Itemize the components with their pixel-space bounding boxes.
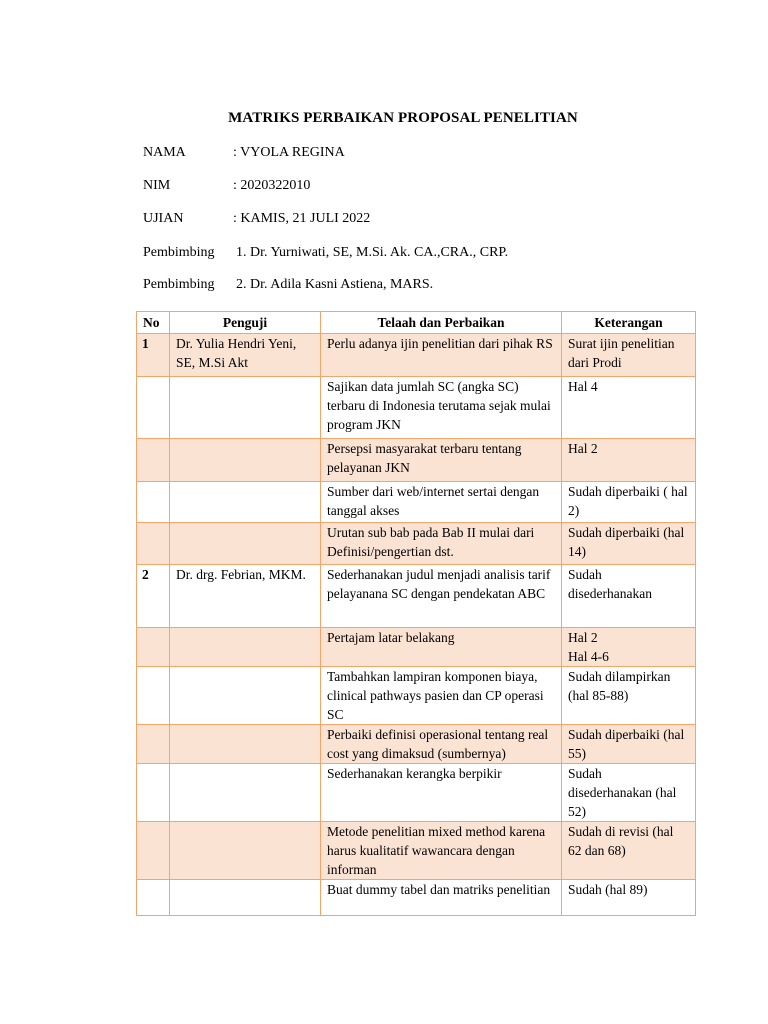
table-row	[137, 565, 696, 628]
cell-no	[137, 482, 170, 523]
table-row	[137, 377, 696, 439]
info-row-nama	[143, 145, 345, 161]
cell-telaah: Perlu adanya ijin penelitian dari pihak RS	[321, 334, 562, 377]
cell-keterangan: Sudah disederhanakan	[562, 565, 696, 628]
info-value: : VYOLA REGINA	[233, 145, 345, 160]
table-row	[137, 628, 696, 667]
cell-telaah: Perbaiki definisi operasional tentang real cost yang dimaksud (sumbernya)	[321, 725, 562, 764]
info-row-pembimbing-2	[143, 277, 433, 293]
info-label: Pembimbing	[143, 245, 215, 260]
header-telaah: Telaah dan Perbaikan	[321, 312, 562, 334]
cell-no	[137, 822, 170, 880]
table-row	[137, 880, 696, 916]
cell-penguji	[170, 439, 321, 482]
cell-keterangan: Hal 2	[562, 439, 696, 482]
cell-no	[137, 880, 170, 916]
info-label: NIM	[143, 178, 171, 193]
info-row-pembimbing-1	[143, 245, 508, 261]
table-row	[137, 667, 696, 725]
info-value: 2. Dr. Adila Kasni Astiena, MARS.	[236, 277, 434, 292]
cell-keterangan: Sudah (hal 89)	[562, 880, 696, 916]
cell-keterangan: Sudah diperbaiki ( hal 2)	[562, 482, 696, 523]
header-penguji: Penguji	[170, 312, 321, 334]
header-keterangan: Keterangan	[562, 312, 696, 334]
cell-telaah: Tambahkan lampiran komponen biaya, clinical pathways pasien dan CP operasi SC	[321, 667, 562, 725]
revision-matrix-table	[136, 311, 696, 916]
cell-keterangan: Sudah di revisi (hal 62 dan 68)	[562, 822, 696, 880]
header-no: No	[137, 312, 170, 334]
info-value: : 2020322010	[233, 178, 311, 193]
cell-penguji: Dr. Yulia Hendri Yeni, SE, M.Si Akt	[170, 334, 321, 377]
cell-telaah: Pertajam latar belakang	[321, 628, 562, 667]
cell-telaah: Urutan sub bab pada Bab II mulai dari Definisi/pengertian dst.	[321, 523, 562, 565]
cell-keterangan: Sudah dilampirkan (hal 85-88)	[562, 667, 696, 725]
cell-no	[137, 377, 170, 439]
cell-penguji	[170, 725, 321, 764]
cell-telaah: Sederhanakan kerangka berpikir	[321, 764, 562, 822]
cell-penguji	[170, 482, 321, 523]
cell-penguji	[170, 822, 321, 880]
cell-telaah: Persepsi masyarakat terbaru tentang pelayanan JKN	[321, 439, 562, 482]
cell-telaah: Buat dummy tabel dan matriks penelitian	[321, 880, 562, 916]
cell-penguji	[170, 628, 321, 667]
info-label: UJIAN	[143, 211, 184, 226]
cell-telaah: Metode penelitian mixed method karena harus kualitatif wawancara dengan informan	[321, 822, 562, 880]
cell-no: 1	[137, 334, 170, 377]
document-title: MATRIKS PERBAIKAN PROPOSAL PENELITIAN	[228, 110, 578, 126]
table-row	[137, 523, 696, 565]
cell-keterangan: Sudah disederhanakan (hal 52)	[562, 764, 696, 822]
cell-no	[137, 439, 170, 482]
cell-penguji	[170, 523, 321, 565]
cell-penguji: Dr. drg. Febrian, MKM.	[170, 565, 321, 628]
info-value: 1. Dr. Yurniwati, SE, M.Si. Ak. CA.,CRA., CRP.	[236, 245, 509, 260]
cell-penguji	[170, 377, 321, 439]
cell-keterangan: Sudah diperbaiki (hal 14)	[562, 523, 696, 565]
cell-no	[137, 628, 170, 667]
table-row	[137, 482, 696, 523]
cell-keterangan: Sudah diperbaiki (hal 55)	[562, 725, 696, 764]
table-row	[137, 822, 696, 880]
cell-keterangan: Hal 2 Hal 4-6	[562, 628, 696, 667]
cell-no	[137, 764, 170, 822]
cell-keterangan: Hal 4	[562, 377, 696, 439]
table-row	[137, 725, 696, 764]
cell-no	[137, 523, 170, 565]
table-row	[137, 334, 696, 377]
cell-penguji	[170, 764, 321, 822]
info-row-nim	[143, 178, 310, 194]
cell-penguji	[170, 880, 321, 916]
info-row-ujian	[143, 211, 370, 227]
cell-no	[137, 725, 170, 764]
cell-telaah: Sajikan data jumlah SC (angka SC) terbaru di Indonesia terutama sejak mulai program JKN	[321, 377, 562, 439]
info-label: Pembimbing	[143, 277, 215, 292]
cell-keterangan: Surat ijin penelitian dari Prodi	[562, 334, 696, 377]
table-header-row	[137, 312, 696, 334]
cell-telaah: Sederhanakan judul menjadi analisis tarif pelayanana SC dengan pendekatan ABC	[321, 565, 562, 628]
cell-no	[137, 667, 170, 725]
cell-no: 2	[137, 565, 170, 628]
table-row	[137, 764, 696, 822]
info-label: NAMA	[143, 145, 186, 160]
cell-telaah: Sumber dari web/internet sertai dengan tanggal akses	[321, 482, 562, 523]
info-value: : KAMIS, 21 JULI 2022	[233, 211, 371, 226]
cell-penguji	[170, 667, 321, 725]
table-row	[137, 439, 696, 482]
